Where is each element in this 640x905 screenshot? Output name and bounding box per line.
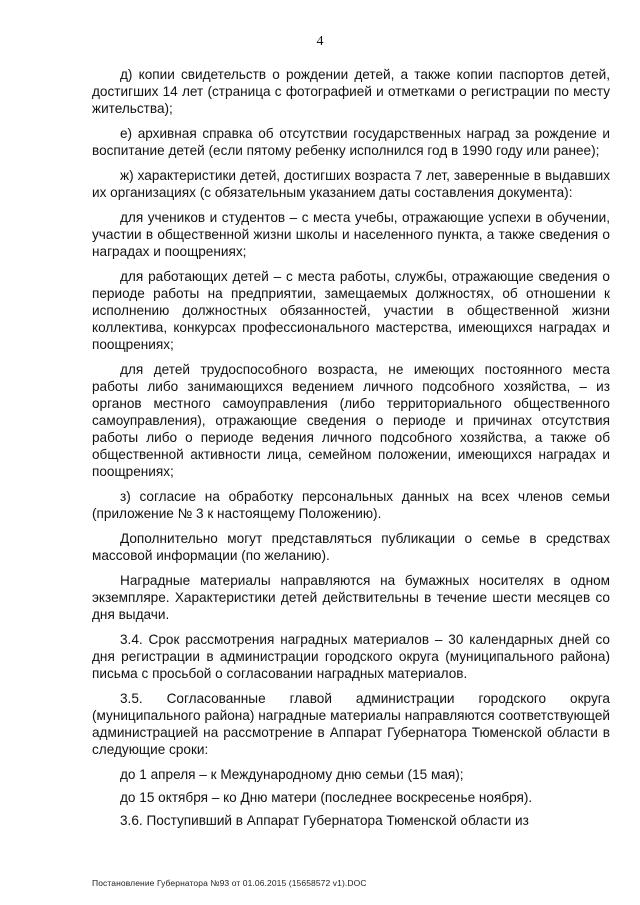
paragraph: Дополнительно могут представляться публикации о семье в средствах массовой информации (по желанию).: [92, 531, 610, 563]
paragraph: е) архивная справка об отсутствии государственных наград за рождение и воспитание детей (если пятому ребенку исполнился год в 1990 году или ранее);: [92, 126, 610, 158]
paragraph: для работающих детей – с места работы, службы, отражающие сведения о периоде работы на предприятии, замещаемых должностях, об отношении к исполнению должностных обязанностей, участии в общественной жизни коллектива, конкурсах профессионального мастерства, имеющихся наградах и поощрениях;: [92, 269, 610, 352]
page-number: 4: [316, 34, 324, 49]
paragraph: 3.5. Согласованные главой администрации городского округа (муниципального района) наградные материалы направляются соответствующей администрацией на рассмотрение в Аппарат Губернатора Тюменской области в следующие сроки:: [92, 691, 610, 757]
paragraph: для детей трудоспособного возраста, не имеющих постоянного места работы либо занимающихся ведением личного подсобного хозяйства, – из органов местного самоуправления (либо территориального общественного самоуправления), отражающие сведения о периоде и причинах отсутствия работы либо о периоде ведения личного подсобного хозяйства, а также об общественной активности лица, семейном положении, имеющихся наградах и поощрениях;: [92, 362, 610, 479]
paragraph: для учеников и студентов – с места учебы, отражающие успехи в обучении, участии в общественной жизни школы и населенного пункта, а также сведения о наградах и поощрениях;: [92, 210, 610, 259]
paragraph: 3.6. Поступивший в Аппарат Губернатора Тюменской области из: [120, 813, 529, 828]
paragraph: Наградные материалы направляются на бумажных носителях в одном экземпляре. Характеристики детей действительны в течение шести месяцев со дня выдачи.: [92, 573, 610, 622]
paragraph: з) согласие на обработку персональных данных на всех членов семьи (приложение № 3 к настоящему Положению).: [92, 489, 610, 521]
document-body: [92, 66, 610, 837]
paragraph: до 1 апреля – к Международному дню семьи (15 мая);: [120, 767, 464, 782]
paragraph: до 15 октября – ко Дню матери (последнее воскресенье ноября).: [120, 790, 533, 805]
paragraph: д) копии свидетельств о рождении детей, а также копии паспортов детей, достигших 14 лет (страница с фотографией и отметками о регистрации по месту жительства);: [92, 67, 610, 116]
document-footer: Постановление Губернатора №93 от 01.06.2015 (15658572 v1).DOC: [92, 878, 367, 888]
paragraph: 3.4. Срок рассмотрения наградных материалов – 30 календарных дней со дня регистрации в администрации городского округа (муниципального района) письма с просьбой о согласовании наградных материалов.: [92, 632, 610, 681]
paragraph: ж) характеристики детей, достигших возраста 7 лет, заверенные в выдавших их организациях (с обязательным указанием даты составления документа):: [92, 168, 610, 200]
